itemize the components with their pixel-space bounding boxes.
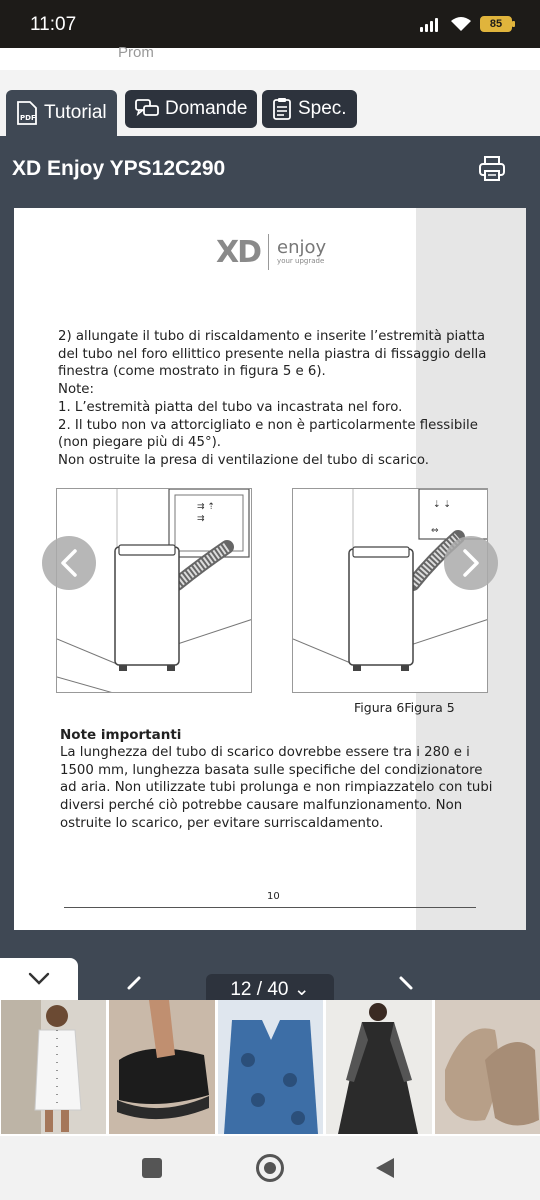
status-time: 11:07 [30, 14, 77, 35]
air-conditioner-illustration [293, 489, 488, 693]
ad-black-maxi-dress[interactable] [326, 1000, 431, 1134]
chat-bubbles-icon [135, 98, 159, 120]
page-number: 10 [267, 891, 280, 902]
product-image [218, 1000, 323, 1134]
recent-apps-button[interactable] [142, 1158, 162, 1178]
previous-image-button[interactable] [42, 536, 96, 590]
product-image [1, 1000, 106, 1134]
wifi-icon [450, 16, 472, 32]
tab-domande-label: Domande [165, 98, 248, 119]
home-button[interactable] [256, 1154, 284, 1182]
system-navigation-bar [0, 1136, 540, 1200]
ad-black-sandals[interactable] [109, 1000, 214, 1134]
ad-knit-slippers[interactable] [435, 1000, 540, 1134]
chevron-right-icon [460, 548, 482, 578]
status-icons [420, 16, 512, 32]
header-strip [0, 44, 540, 70]
page-indicator-text: 12 / 40 [230, 979, 289, 1000]
logo-tagline: your upgrade [277, 257, 325, 265]
product-image [109, 1000, 214, 1134]
notes-title: Note importanti [60, 727, 182, 743]
previous-page-button[interactable] [122, 974, 146, 1000]
paragraph-line: Non ostruite la presa di ventilazione del tubo di scarico. [58, 452, 429, 468]
collapse-button[interactable] [0, 958, 78, 1000]
battery-icon [480, 16, 512, 32]
svg-text:⇉: ⇉ [197, 514, 205, 524]
notes-line: 1500 mm, lunghezza basata sulle specifiche del condizionatore [60, 762, 483, 778]
tab-domande[interactable] [125, 90, 257, 128]
air-conditioner-illustration [57, 489, 252, 693]
page-indicator[interactable] [206, 974, 334, 1000]
paragraph-line: 1. L’estremità piatta del tubo va incastrata nel foro. [58, 399, 403, 415]
document-title: XD Enjoy YPS12C290 [12, 157, 226, 180]
document-title-bar [0, 136, 540, 206]
ad-white-shirt-dress[interactable] [1, 1000, 106, 1134]
tab-tutorial[interactable] [6, 90, 117, 136]
next-image-button[interactable] [444, 536, 498, 590]
notes-line: ostruite lo scarico, per evitare surriscaldamento. [60, 815, 384, 831]
svg-text:PDF: PDF [20, 114, 36, 122]
pdf-icon [16, 101, 38, 125]
figure-caption: Figura 6Figura 5 [354, 700, 455, 715]
notes-line: diversi perché ciò potrebbe causare malfunzionamento. Non [60, 798, 463, 814]
paragraph-line: (non piegare più di 45°). [58, 435, 222, 451]
page-controls [0, 966, 540, 1000]
header-partial-text: Prom [118, 44, 154, 61]
paragraph-line: del tubo nel foro ellittico presente nella piastra di fissaggio della [58, 346, 487, 362]
svg-text:⇔: ⇔ [431, 526, 439, 536]
product-image [326, 1000, 431, 1134]
tab-tutorial-label: Tutorial [44, 102, 107, 123]
instruction-paragraph [58, 328, 488, 470]
paragraph-line: Note: [58, 382, 94, 398]
logo-mark: XD [216, 234, 261, 270]
tab-spec[interactable] [262, 90, 357, 128]
logo-name: enjoy [277, 237, 327, 258]
chevron-down-icon [28, 972, 50, 986]
tab-bar [0, 70, 540, 136]
paragraph-line: finestra (come mostrato in figura 5 e 6). [58, 364, 326, 380]
back-button[interactable] [374, 1156, 396, 1180]
product-image [435, 1000, 540, 1134]
paragraph-line: 2. Il tubo non va attorcigliato e non è particolarmente flessibile [58, 417, 478, 433]
logo-divider [268, 234, 269, 270]
logo-words [277, 239, 326, 265]
chevron-down-icon: ⌄ [293, 979, 310, 1000]
paragraph-line: 2) allungate il tubo di riscaldamento e inserite l’estremità piatta [58, 329, 485, 344]
ad-banner[interactable] [0, 1000, 540, 1136]
ad-blue-scrubs[interactable] [218, 1000, 323, 1134]
brand-logo [216, 234, 326, 270]
svg-text:⇉ ⇡: ⇉ ⇡ [197, 502, 215, 512]
print-icon[interactable] [478, 154, 506, 182]
battery-level: 85 [489, 18, 503, 30]
clipboard-icon [272, 97, 292, 121]
notes-line: ad aria. Non utilizzate tubi prolunga e non rimpiazzatelo con tubi [60, 780, 493, 796]
notes-body [60, 744, 493, 833]
figure-air-conditioner-right [292, 488, 488, 693]
figure-air-conditioner-left [56, 488, 252, 693]
tab-spec-label: Spec. [298, 98, 347, 119]
page-footer-rule [64, 907, 476, 908]
status-bar [0, 0, 540, 48]
svg-text:⇣ ⇣: ⇣ ⇣ [433, 500, 451, 510]
signal-icon [420, 16, 442, 32]
next-page-button[interactable] [394, 974, 418, 1000]
notes-line: La lunghezza del tubo di scarico dovrebbe essere tra i 280 e i [60, 745, 470, 760]
chevron-left-icon [58, 548, 80, 578]
